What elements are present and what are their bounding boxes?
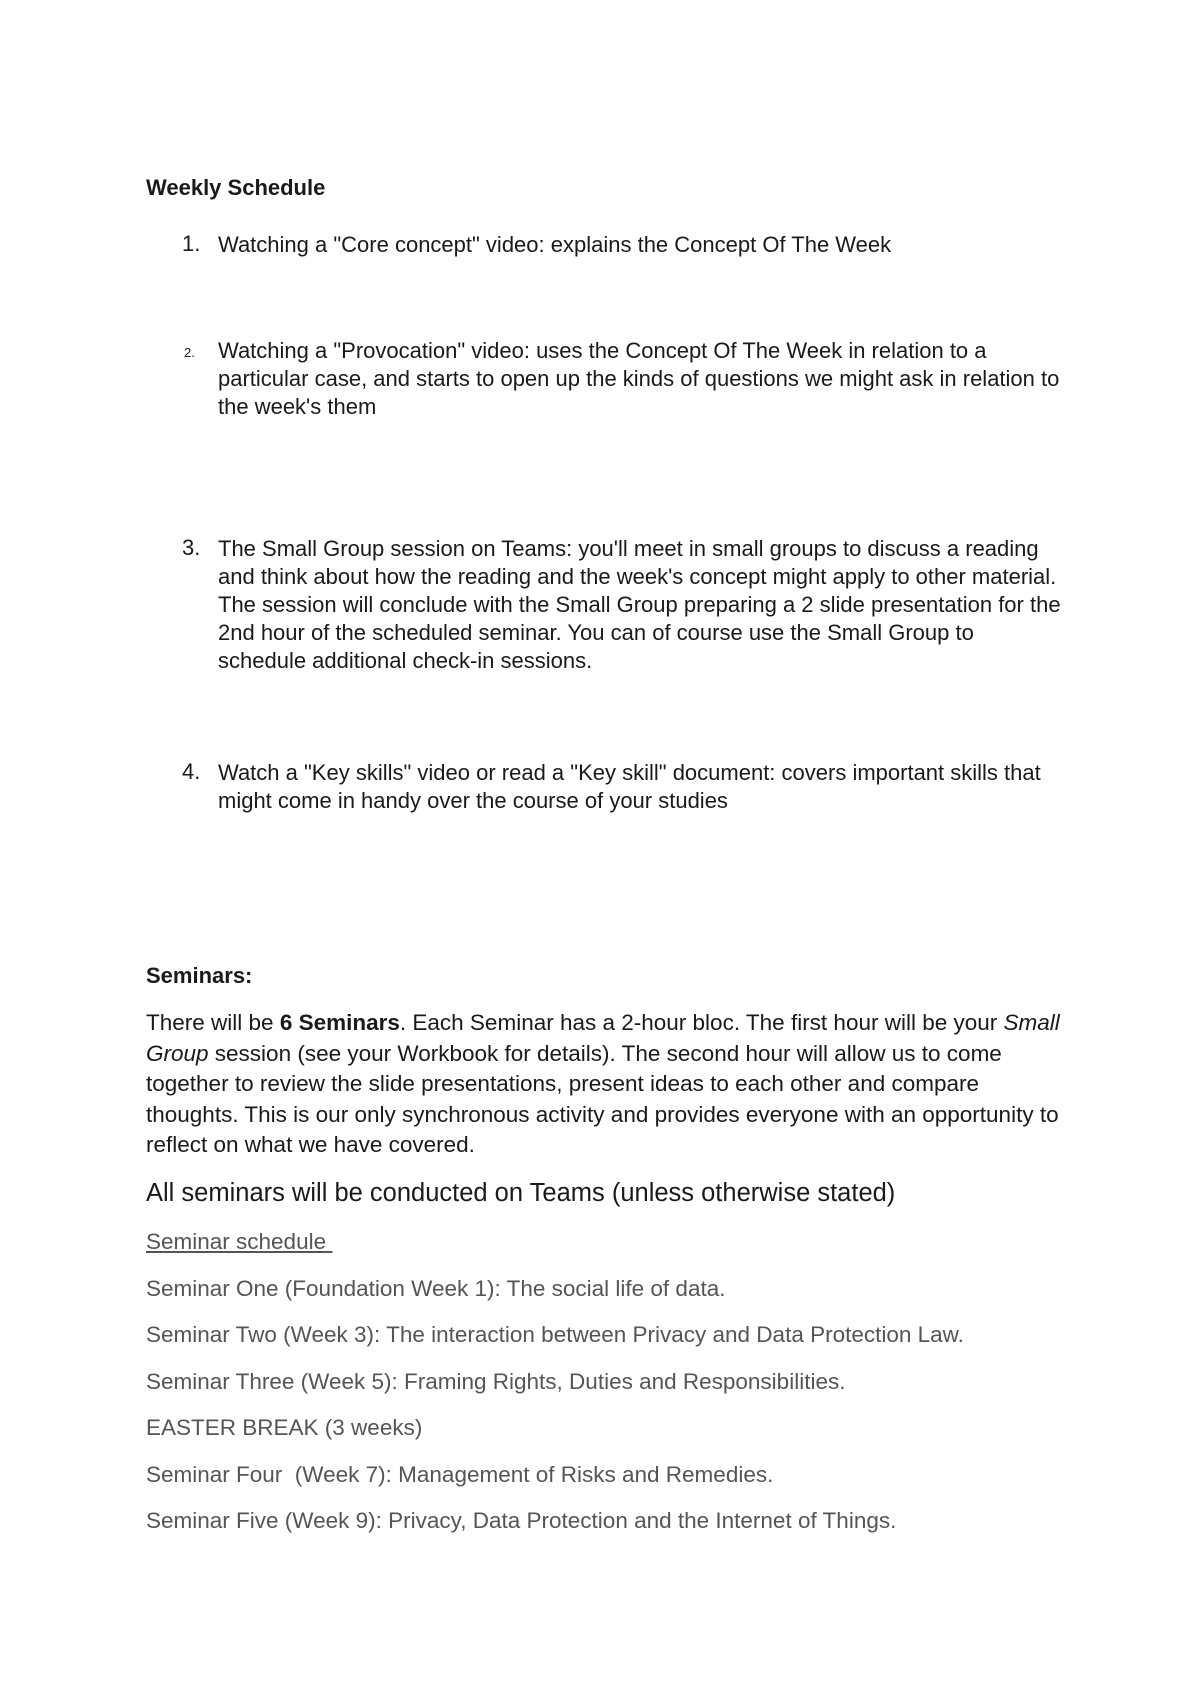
list-number: 1. xyxy=(182,231,201,256)
list-item-text: Watching a "Core concept" video: explains the Concept Of The Week xyxy=(218,232,892,257)
schedule-item: EASTER BREAK (3 weeks) xyxy=(146,1415,423,1440)
schedule-item: Seminar Three (Week 5): Framing Rights, Duties and Responsibilities. xyxy=(146,1369,846,1394)
list-item xyxy=(146,759,1066,815)
list-item xyxy=(146,535,1066,675)
list-item-text: The Small Group session on Teams: you'll meet in small groups to discuss a reading and think about how the reading and the week's concept might apply to other material. The session will conclude with the Small Group preparing a 2 slide presentation for the 2nd hour of the scheduled seminar. You can of course use the Small Group to schedule additional check-in sessions. xyxy=(218,536,1061,673)
seminars-heading: Seminars: xyxy=(146,963,253,988)
list-item xyxy=(146,231,1066,259)
schedule-item: Seminar Two (Week 3): The interaction between Privacy and Data Protection Law. xyxy=(146,1322,964,1347)
schedule-item: Seminar One (Foundation Week 1): The social life of data. xyxy=(146,1276,726,1301)
list-item-text: Watch a "Key skills" video or read a "Key skill" document: covers important skills that might come in handy over the course of your studies xyxy=(218,760,1041,813)
schedule-item: Seminar Four (Week 7): Management of Risks and Remedies. xyxy=(146,1462,774,1487)
teams-heading: All seminars will be conducted on Teams (unless otherwise stated) xyxy=(146,1179,896,1207)
seminar-schedule-link[interactable]: Seminar schedule xyxy=(146,1229,333,1254)
seminar-count: 6 Seminars xyxy=(279,1010,400,1035)
list-item-text: Watching a "Provocation" video: uses the Concept Of The Week in relation to a particular case, and starts to open up the kinds of questions we might ask in relation to the week's them xyxy=(218,338,1060,419)
list-item xyxy=(146,337,1066,421)
seminars-paragraph: There will be 6 Seminars. Each Seminar has a 2-hour bloc. The first hour will be your Small Group session (see your Workbook for details). The second hour will allow us to come together to review the slide presentations, present ideas to each other and compare thoughts. This is our only synchronous activity and provides everyone with an opportunity to reflect on what we have covered. xyxy=(146,1010,1060,1157)
list-number: 4. xyxy=(182,759,201,784)
weekly-schedule-heading: Weekly Schedule xyxy=(146,175,326,200)
schedule-item: Seminar Five (Week 9): Privacy, Data Protection and the Internet of Things. xyxy=(146,1508,897,1533)
small-group-term: Small Group xyxy=(146,1010,1060,1066)
list-number: 3. xyxy=(182,535,201,560)
list-number: 2. xyxy=(184,345,195,360)
